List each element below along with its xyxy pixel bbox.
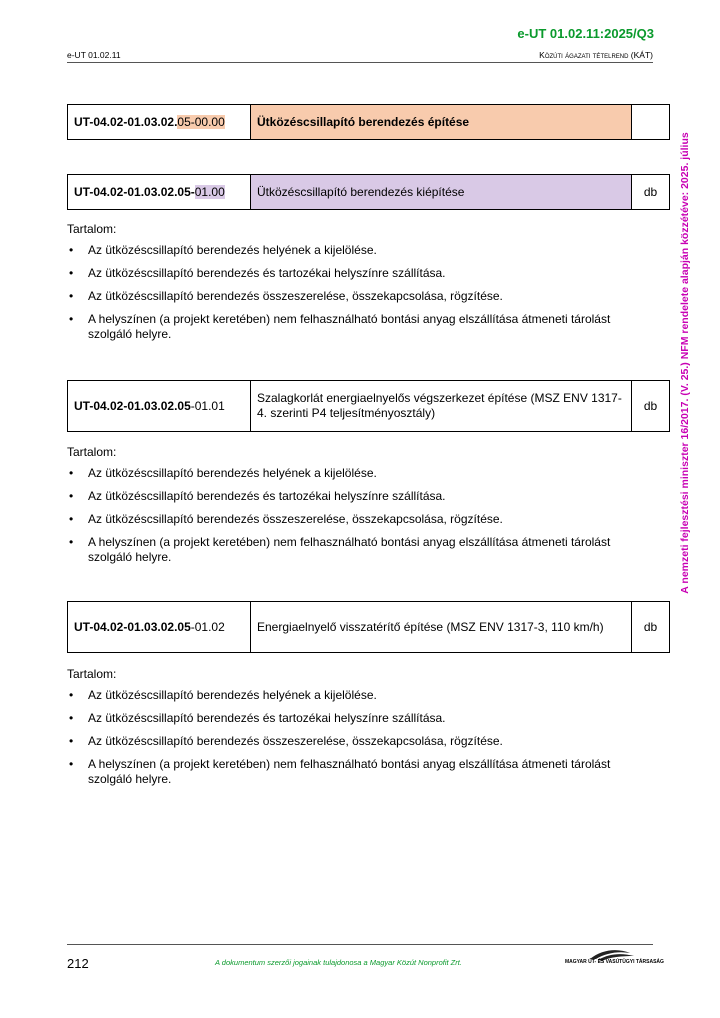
content-label: Tartalom: xyxy=(67,222,117,236)
item-unit: db xyxy=(632,175,670,210)
code-highlight: 01.00 xyxy=(194,184,225,199)
bullet-icon: • xyxy=(69,466,74,480)
item-unit: db xyxy=(632,381,670,432)
header-left: e-UT 01.02.11 xyxy=(67,50,121,60)
content-section-1 xyxy=(67,222,657,350)
content-list xyxy=(67,466,657,565)
bullet-icon: • xyxy=(69,489,74,503)
item-title: Energiaelnyelő visszatérítő építése (MSZ ENV 1317-3, 110 km/h) xyxy=(251,602,632,653)
document-code: e-UT 01.02.11:2025/Q3 xyxy=(517,26,654,41)
list-item: • A helyszínen (a projekt keretében) nem felhasználható bontási anyag elszállítása átmeneti tárolást szolgáló helyre. xyxy=(69,535,611,564)
code-highlight: 05-00.00 xyxy=(177,114,225,129)
content-section-3 xyxy=(67,667,657,795)
bullet-icon: • xyxy=(69,734,74,748)
bullet-icon: • xyxy=(69,711,74,725)
item-code xyxy=(68,105,251,140)
company-logo-icon xyxy=(560,947,660,969)
item-title: Ütközéscsillapító berendezés kiépítése xyxy=(251,175,632,210)
item-table-1 xyxy=(67,174,670,210)
list-item: • Az ütközéscsillapító berendezés összeszerelése, összekapcsolása, rögzítése. xyxy=(69,512,503,526)
code-prefix: UT-04.02-01.03.02. xyxy=(74,114,178,129)
bullet-icon: • xyxy=(69,266,74,280)
content-list xyxy=(67,243,657,342)
list-item: • Az ütközéscsillapító berendezés helyének a kijelölése. xyxy=(69,243,377,257)
footer-copyright: A dokumentum szerzői jogainak tulajdonosa a Magyar Közút Nonprofit Zrt. xyxy=(215,958,462,967)
list-item: • Az ütközéscsillapító berendezés és tartozékai helyszínre szállítása. xyxy=(69,489,446,503)
list-item: • Az ütközéscsillapító berendezés helyének a kijelölése. xyxy=(69,466,377,480)
item-code xyxy=(68,602,251,653)
item-table-3 xyxy=(67,601,670,653)
header-divider xyxy=(67,62,653,63)
list-item: • Az ütközéscsillapító berendezés összeszerelése, összekapcsolása, rögzítése. xyxy=(69,734,503,748)
bullet-icon: • xyxy=(69,535,74,549)
list-item: • Az ütközéscsillapító berendezés helyének a kijelölése. xyxy=(69,688,377,702)
bullet-icon: • xyxy=(69,312,74,326)
code-prefix: UT-04.02-01.03.02.05 xyxy=(74,619,191,634)
content-list xyxy=(67,688,657,787)
item-table-2 xyxy=(67,380,670,432)
item-title: Szalagkorlát energiaelnyelős végszerkezet építése (MSZ ENV 1317-4. szerinti P4 teljesítményosztály) xyxy=(251,381,632,432)
code-prefix: UT-04.02-01.03.02.05- xyxy=(74,184,195,199)
list-item: • Az ütközéscsillapító berendezés összeszerelése, összekapcsolása, rögzítése. xyxy=(69,289,503,303)
item-unit: db xyxy=(632,602,670,653)
list-item: • Az ütközéscsillapító berendezés és tartozékai helyszínre szállítása. xyxy=(69,266,446,280)
code-tail: -01.02 xyxy=(190,619,225,634)
item-title: Ütközéscsillapító berendezés építése xyxy=(251,105,632,140)
bullet-icon: • xyxy=(69,512,74,526)
header-right: Közúti ágazati tételrend (KÁT) xyxy=(539,50,653,60)
list-item: • A helyszínen (a projekt keretében) nem felhasználható bontási anyag elszállítása átmeneti tárolást szolgáló helyre. xyxy=(69,757,611,786)
content-section-2 xyxy=(67,445,657,573)
bullet-icon: • xyxy=(69,289,74,303)
item-code xyxy=(68,175,251,210)
bullet-icon: • xyxy=(69,243,74,257)
item-unit xyxy=(632,105,670,140)
item-table-0 xyxy=(67,104,670,140)
logo-text: MAGYAR ÚT- ÉS VASÚTÜGYI TÁRSASÁG xyxy=(565,959,664,965)
content-label: Tartalom: xyxy=(67,667,117,681)
item-code xyxy=(68,381,251,432)
code-prefix: UT-04.02-01.03.02.05 xyxy=(74,398,191,413)
list-item: • Az ütközéscsillapító berendezés és tartozékai helyszínre szállítása. xyxy=(69,711,446,725)
side-note-text: A nemzeti fejlesztési miniszter 16/2017. (V. 25.) NFM rendelete alapján közzétéve: 2025. július xyxy=(679,131,691,594)
page-number: 212 xyxy=(67,956,89,971)
side-note xyxy=(676,95,694,630)
bullet-icon: • xyxy=(69,688,74,702)
bullet-icon: • xyxy=(69,757,74,771)
list-item: • A helyszínen (a projekt keretében) nem felhasználható bontási anyag elszállítása átmeneti tárolást szolgáló helyre. xyxy=(69,312,611,341)
footer-divider xyxy=(67,944,653,945)
code-tail: -01.01 xyxy=(190,398,225,413)
content-label: Tartalom: xyxy=(67,445,117,459)
